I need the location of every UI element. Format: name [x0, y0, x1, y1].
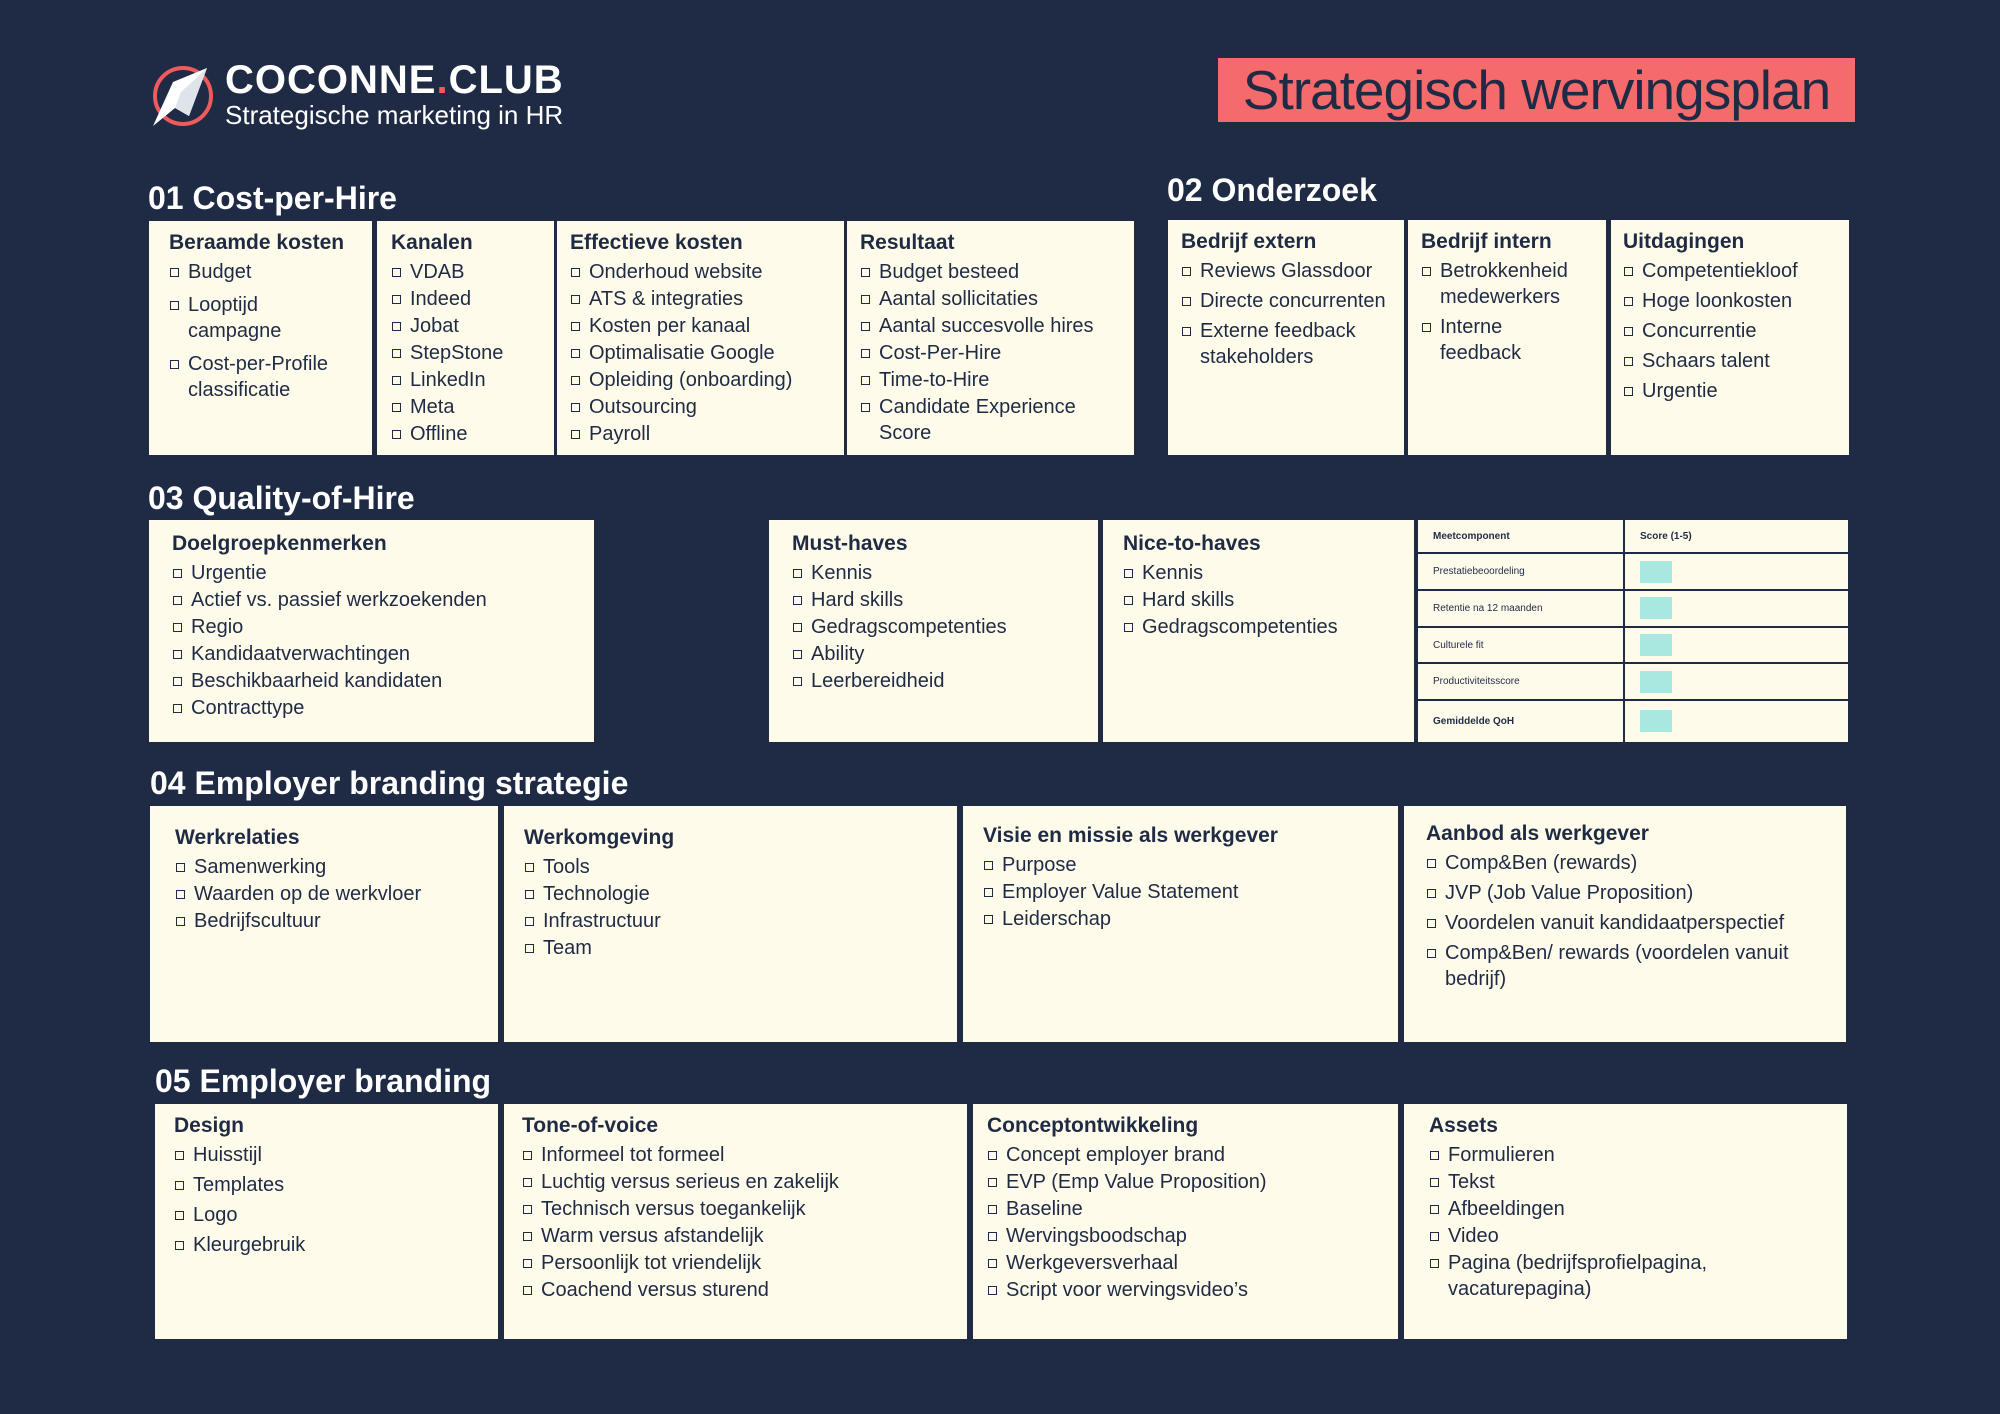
card-heading: Uitdagingen: [1623, 230, 1745, 253]
card-must-haves: [769, 520, 1098, 742]
card-heading: Kanalen: [391, 231, 473, 254]
card-nice-to-haves: [1103, 520, 1414, 742]
list-item: Aantal sollicitaties: [860, 286, 1116, 312]
card-conceptontwikkeling: [973, 1104, 1398, 1339]
list-item: Leerbereidheid: [792, 668, 1080, 694]
list-item: Cost-per-Profile classificatie: [169, 351, 354, 403]
list-item: Kennis: [1123, 560, 1396, 586]
list-item: Interne feedback: [1421, 314, 1588, 366]
card-heading: Tone-of-voice: [522, 1114, 659, 1137]
list-item: Templates: [174, 1172, 480, 1198]
list-item: Regio: [172, 614, 576, 640]
list-item: Ability: [792, 641, 1080, 667]
card-doelgroepkenmerken: [149, 520, 594, 742]
brand-tagline: Strategische marketing in HR: [225, 100, 564, 130]
list-item: Candidate Experience Score: [860, 394, 1116, 446]
list-item: Tekst: [1429, 1169, 1829, 1195]
section-title-employer-branding: 05 Employer branding: [155, 1063, 492, 1099]
list-item: Indeed: [391, 286, 536, 312]
page-title: Strategisch wervingsplan: [1218, 58, 1855, 122]
score-field[interactable]: [1640, 634, 1672, 656]
card-tone-of-voice: [504, 1104, 967, 1339]
card-werkrelaties: [150, 806, 498, 1042]
brand-name: COCONNE.CLUB: [225, 58, 564, 102]
rocket-logo-icon: [145, 62, 217, 134]
table-cell: Productiviteitsscore: [1418, 663, 1624, 700]
table-header-row: [1418, 520, 1848, 553]
list-item: Purpose: [983, 852, 1380, 878]
list-item: Pagina (bedrijfsprofielpagina, vacaturepagina): [1429, 1250, 1829, 1302]
card-heading: Aanbod als werkgever: [1426, 822, 1649, 845]
table-row: [1418, 627, 1848, 664]
list-item: Jobat: [391, 313, 536, 339]
list-item: Kennis: [792, 560, 1080, 586]
section-title-employer-branding-strategie: 04 Employer branding strategie: [150, 765, 629, 801]
list-item: Samenwerking: [175, 854, 480, 880]
table-header-cell: Meetcomponent: [1418, 520, 1624, 553]
card-werkomgeving: [504, 806, 957, 1042]
card-heading: Bedrijf intern: [1421, 230, 1552, 253]
list-item: Kosten per kanaal: [570, 313, 826, 339]
list-item: Logo: [174, 1202, 480, 1228]
score-input-cell[interactable]: [1624, 590, 1848, 627]
list-item: Coachend versus sturend: [522, 1277, 949, 1303]
list-item: Hoge loonkosten: [1623, 288, 1831, 314]
list-item: Directe concurrenten: [1181, 288, 1386, 314]
card-bedrijf-intern: [1408, 220, 1606, 455]
card-bedrijf-extern: [1168, 220, 1404, 455]
list-item: Offline: [391, 421, 536, 447]
card-heading: Werkomgeving: [524, 826, 675, 849]
card-heading: Resultaat: [860, 231, 955, 254]
list-item: Script voor wervingsvideo’s: [987, 1277, 1380, 1303]
table-cell: Retentie na 12 maanden: [1418, 590, 1624, 627]
list-item: Employer Value Statement: [983, 879, 1380, 905]
list-item: Wervingsboodschap: [987, 1223, 1380, 1249]
card-heading: Must-haves: [792, 532, 908, 555]
list-item: Hard skills: [792, 587, 1080, 613]
list-item: VDAB: [391, 259, 536, 285]
list-item: Concurrentie: [1623, 318, 1831, 344]
list-item: Budget besteed: [860, 259, 1116, 285]
list-item: Team: [524, 935, 939, 961]
list-item: Opleiding (onboarding): [570, 367, 826, 393]
list-item: Tools: [524, 854, 939, 880]
list-item: Persoonlijk tot vriendelijk: [522, 1250, 949, 1276]
quality-of-hire-score-table: [1418, 520, 1848, 742]
list-item: Beschikbaarheid kandidaten: [172, 668, 576, 694]
table-row: [1418, 700, 1848, 742]
card-beraamde-kosten: [149, 221, 372, 455]
list-item: Concept employer brand: [987, 1142, 1380, 1168]
score-input-cell[interactable]: [1624, 627, 1848, 664]
score-input-cell[interactable]: [1624, 663, 1848, 700]
list-item: Meta: [391, 394, 536, 420]
score-input-cell[interactable]: [1624, 700, 1848, 742]
score-field[interactable]: [1640, 671, 1672, 693]
list-item: Bedrijfscultuur: [175, 908, 480, 934]
list-item: Leiderschap: [983, 906, 1380, 932]
card-kanalen: [377, 221, 554, 455]
list-item: Huisstijl: [174, 1142, 480, 1168]
list-item: Baseline: [987, 1196, 1380, 1222]
list-item: Infrastructuur: [524, 908, 939, 934]
list-item: Gedragscompetenties: [1123, 614, 1396, 640]
card-effectieve-kosten: [557, 221, 844, 455]
list-item: Video: [1429, 1223, 1829, 1249]
list-item: Gedragscompetenties: [792, 614, 1080, 640]
list-item: Urgentie: [1623, 378, 1831, 404]
list-item: LinkedIn: [391, 367, 536, 393]
list-item: Schaars talent: [1623, 348, 1831, 374]
score-field[interactable]: [1640, 710, 1672, 732]
list-item: Outsourcing: [570, 394, 826, 420]
card-heading: Beraamde kosten: [169, 231, 345, 254]
list-item: Kandidaatverwachtingen: [172, 641, 576, 667]
card-resultaat: [847, 221, 1134, 455]
list-item: Comp&Ben/ rewards (voordelen vanuit bedrijf): [1426, 940, 1828, 992]
card-heading: Assets: [1429, 1114, 1498, 1137]
card-heading: Design: [174, 1114, 245, 1137]
section-title-onderzoek: 02 Onderzoek: [1167, 172, 1377, 208]
list-item: Budget: [169, 259, 354, 285]
card-uitdagingen: [1611, 220, 1849, 455]
card-visie-en-missie: [963, 806, 1398, 1042]
card-heading: Visie en missie als werkgever: [983, 824, 1278, 847]
card-heading: Bedrijf extern: [1181, 230, 1317, 253]
list-item: Hard skills: [1123, 587, 1396, 613]
card-design: [155, 1104, 498, 1339]
list-item: Kleurgebruik: [174, 1232, 480, 1258]
list-item: Optimalisatie Google: [570, 340, 826, 366]
list-item: Voordelen vanuit kandidaatperspectief: [1426, 910, 1828, 936]
card-heading: Doelgroepkenmerken: [172, 532, 387, 555]
section-title-cost-per-hire: 01 Cost-per-Hire: [148, 180, 397, 216]
list-item: JVP (Job Value Proposition): [1426, 880, 1828, 906]
list-item: Time-to-Hire: [860, 367, 1116, 393]
list-item: Looptijd campagne: [169, 292, 354, 344]
card-heading: Nice-to-haves: [1123, 532, 1261, 555]
list-item: Werkgeversverhaal: [987, 1250, 1380, 1276]
card-heading: Werkrelaties: [175, 826, 300, 849]
list-item: Onderhoud website: [570, 259, 826, 285]
list-item: Contracttype: [172, 695, 576, 721]
list-item: Informeel tot formeel: [522, 1142, 949, 1168]
list-item: Aantal succesvolle hires: [860, 313, 1116, 339]
list-item: Technisch versus toegankelijk: [522, 1196, 949, 1222]
list-item: Waarden op de werkvloer: [175, 881, 480, 907]
table-cell: Prestatiebeoordeling: [1418, 553, 1624, 590]
list-item: Betrokkenheid medewerkers: [1421, 258, 1588, 310]
card-heading: Effectieve kosten: [570, 231, 743, 254]
list-item: StepStone: [391, 340, 536, 366]
list-item: Cost-Per-Hire: [860, 340, 1116, 366]
list-item: Luchtig versus serieus en zakelijk: [522, 1169, 949, 1195]
list-item: Externe feedback stakeholders: [1181, 318, 1386, 370]
table-cell: Gemiddelde QoH: [1418, 700, 1624, 742]
score-field[interactable]: [1640, 597, 1672, 619]
table-cell: Culturele fit: [1418, 627, 1624, 664]
list-item: Comp&Ben (rewards): [1426, 850, 1828, 876]
list-item: Reviews Glassdoor: [1181, 258, 1386, 284]
card-heading: Conceptontwikkeling: [987, 1114, 1199, 1137]
list-item: Urgentie: [172, 560, 576, 586]
score-field[interactable]: [1640, 561, 1672, 583]
list-item: Payroll: [570, 421, 826, 447]
table-row: [1418, 663, 1848, 700]
list-item: Technologie: [524, 881, 939, 907]
table-row: [1418, 590, 1848, 627]
table-header-cell: Score (1-5): [1624, 520, 1848, 553]
score-input-cell[interactable]: [1624, 553, 1848, 590]
list-item: ATS & integraties: [570, 286, 826, 312]
list-item: Actief vs. passief werkzoekenden: [172, 587, 576, 613]
list-item: Afbeeldingen: [1429, 1196, 1829, 1222]
list-item: Warm versus afstandelijk: [522, 1223, 949, 1249]
list-item: Formulieren: [1429, 1142, 1829, 1168]
list-item: Competentiekloof: [1623, 258, 1831, 284]
card-aanbod-als-werkgever: [1404, 806, 1846, 1042]
card-assets: [1404, 1104, 1847, 1339]
table-row: [1418, 553, 1848, 590]
section-title-quality-of-hire: 03 Quality-of-Hire: [148, 480, 415, 516]
list-item: EVP (Emp Value Proposition): [987, 1169, 1380, 1195]
